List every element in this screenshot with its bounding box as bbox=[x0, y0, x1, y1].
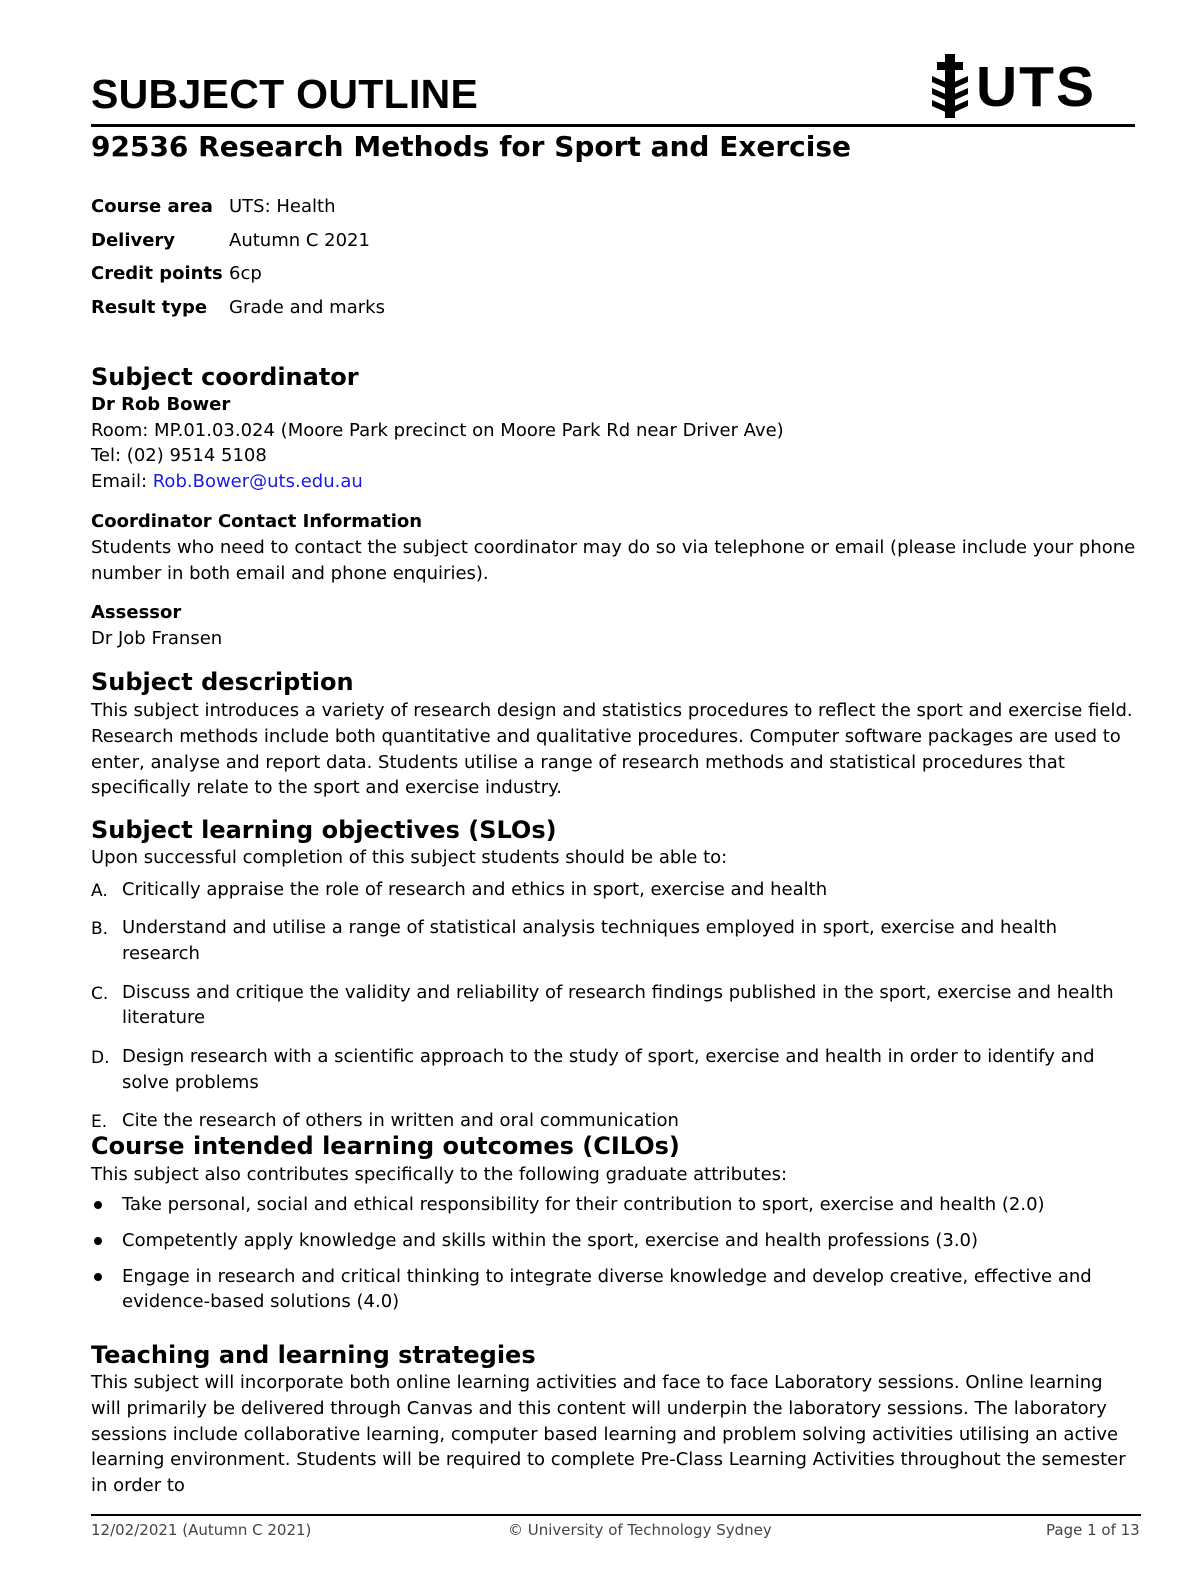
list-marker: A. bbox=[91, 881, 108, 901]
info-row bbox=[91, 193, 385, 227]
contact-info-heading: Coordinator Contact Information bbox=[91, 511, 423, 532]
list-item-text: Take personal, social and ethical responsibility for their contribution to sport, exercise and health (2.0) bbox=[122, 1194, 1045, 1215]
footer-copyright: © University of Technology Sydney bbox=[508, 1521, 772, 1539]
uts-wordmark: UTS bbox=[976, 55, 1096, 119]
list-item bbox=[91, 1044, 1136, 1096]
footer-divider bbox=[91, 1514, 1141, 1516]
footer-date: 12/02/2021 (Autumn C 2021) bbox=[91, 1521, 312, 1539]
document-title: SUBJECT OUTLINE bbox=[91, 71, 479, 117]
uts-logo bbox=[928, 52, 1098, 122]
info-label: Delivery bbox=[91, 229, 176, 251]
slos-list bbox=[91, 877, 1136, 1134]
list-item bbox=[91, 915, 1136, 967]
assessor-name: Dr Job Fransen bbox=[91, 628, 223, 649]
coordinator-email-line bbox=[91, 469, 1136, 495]
list-item bbox=[91, 980, 1136, 1032]
info-value: UTS: Health bbox=[229, 196, 336, 217]
slos-intro: Upon successful completion of this subject students should be able to: bbox=[91, 847, 728, 868]
list-item-text: Understand and utilise a range of statistical analysis techniques employed in sport, exercise and health research bbox=[122, 917, 1058, 965]
cilos-intro: This subject also contributes specifically to the following graduate attributes: bbox=[91, 1164, 788, 1185]
slos-heading: Subject learning objectives (SLOs) bbox=[91, 816, 557, 844]
list-item-text: Competently apply knowledge and skills within the sport, exercise and health professions (3.0) bbox=[122, 1229, 979, 1251]
list-item-text: Cite the research of others in written and oral communication bbox=[122, 1109, 679, 1131]
subject-title: 92536 Research Methods for Sport and Exercise bbox=[91, 130, 852, 163]
contact-info-text: Students who need to contact the subject coordinator may do so via telephone or email (please include your phone number in both email and phone enquiries). bbox=[91, 537, 1136, 584]
info-row bbox=[91, 227, 385, 261]
coordinator-room: Room: MP.01.03.024 (Moore Park precinct on Moore Park Rd near Driver Ave) bbox=[91, 420, 784, 441]
bullet-icon bbox=[94, 1201, 102, 1209]
list-marker: D. bbox=[91, 1047, 110, 1068]
list-item bbox=[91, 877, 1136, 903]
email-label: Email: bbox=[91, 471, 153, 492]
list-item-text: Engage in research and critical thinking to integrate diverse knowledge and develop creative, effective and evidence-based solutions (4.0) bbox=[122, 1265, 1092, 1313]
list-item-text: Design research with a scientific approach to the study of sport, exercise and health in order to identify and solve problems bbox=[122, 1045, 1095, 1093]
subject-info-table bbox=[91, 193, 385, 327]
description-text: This subject introduces a variety of research design and statistics procedures to reflect the sport and exercise field. Research methods include both quantitative and qualitative procedures. Computer software packages are used to enter, analyse and report data. Students utilise a range of research methods and statistical procedures that specifically relate to the sport and exercise industry. bbox=[91, 700, 1133, 799]
list-item bbox=[91, 1108, 1136, 1134]
list-marker: B. bbox=[91, 919, 109, 940]
info-value: Grade and marks bbox=[229, 296, 385, 318]
description-heading: Subject description bbox=[91, 668, 354, 696]
list-marker: C. bbox=[91, 983, 109, 1004]
bullet-icon bbox=[94, 1237, 102, 1245]
header-divider bbox=[91, 124, 1135, 127]
coordinator-heading: Subject coordinator bbox=[91, 363, 359, 391]
coordinator-tel: Tel: (02) 9514 5108 bbox=[91, 445, 267, 466]
footer-page-number: Page 1 of 13 bbox=[1046, 1521, 1140, 1539]
list-item bbox=[91, 1228, 1136, 1254]
info-row bbox=[91, 260, 385, 294]
teaching-text: This subject will incorporate both online learning activities and face to face Laboratory sessions. Online learning will primarily be delivered through Canvas and this content will underpin the laboratory sessions. The laboratory sessions include collaborative learning, computer based learning and problem solving activities utilising an active learning environment. Students will be required to complete Pre-Class Learning Activities throughout the semester in order to bbox=[91, 1372, 1126, 1497]
info-label: Result type bbox=[91, 296, 208, 318]
list-item bbox=[91, 1264, 1136, 1316]
teaching-heading: Teaching and learning strategies bbox=[91, 1341, 536, 1369]
info-value: Autumn C 2021 bbox=[229, 229, 370, 251]
coordinator-name: Dr Rob Bower bbox=[91, 394, 231, 415]
cilos-heading: Course intended learning outcomes (CILOs) bbox=[91, 1132, 680, 1160]
list-item-text: Critically appraise the role of research and ethics in sport, exercise and health bbox=[122, 879, 828, 900]
list-item bbox=[91, 1192, 1136, 1218]
info-row bbox=[91, 294, 385, 328]
cilos-list bbox=[91, 1192, 1136, 1315]
coordinator-email-link[interactable]: Rob.Bower@uts.edu.au bbox=[152, 471, 363, 492]
uts-crest-icon bbox=[928, 52, 972, 122]
info-value: 6cp bbox=[229, 263, 262, 284]
bullet-icon bbox=[94, 1273, 102, 1281]
list-marker: E. bbox=[91, 1111, 108, 1132]
info-label: Course area bbox=[91, 196, 213, 217]
info-label: Credit points bbox=[91, 263, 223, 284]
assessor-heading: Assessor bbox=[91, 602, 182, 623]
list-item-text: Discuss and critique the validity and reliability of research findings published in the sport, exercise and health literature bbox=[122, 981, 1114, 1029]
